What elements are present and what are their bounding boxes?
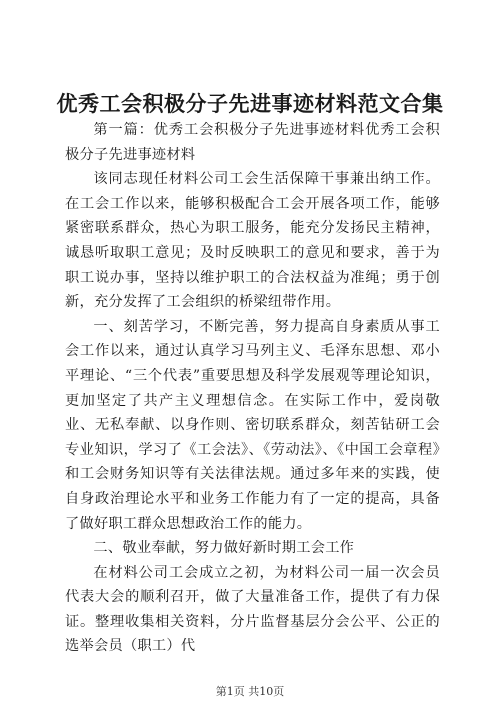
paragraph-intro: 该同志现任材料公司工会生活保障干事兼出纳工作。在工会工作以来，能够积极配合工会开展各项工作，能够紧密联系群众，热心为职工服务，能充分发扬民主精神，诚恳听取职工意见；及时反映职工的意见和要求，善于为职工说办事，坚持以维护职工的合法权益为准绳；勇于创新，充分发挥了工会组织的桥梁纽带作用。 bbox=[65, 171, 440, 311]
document-title: 优秀工会积极分子先进事迹材料范文合集 bbox=[56, 91, 444, 116]
paragraph-study: 一、刻苦学习，不断完善，努力提高自身素质从事工会工作以来，通过认真学习马列主义、毛泽东思想、邓小平理论、“三个代表”重要思想及科学发展观等理论知识，更加坚定了共产主义理想信念。在实际工作中，爱岗敬业、无私奉献、以身作则、密切联系群众，刻苦钻研工会专业知识，学习了《工会法》、《劳动法》、《中国工会章程》和工会财务知识等有关法律法规。通过多年来的实践，使自身政治理论水平和业务工作能力有了一定的提高，具备了做好职工群众思想政治工作的能力。 bbox=[65, 318, 440, 532]
paragraph-dedication: 在材料公司工会成立之初，为材料公司一届一次会员代表大会的顺利召开，做了大量准备工作，提供了有力保证。整理收集相关资料，分片监督基层分会公平、公正的选举会员（职工）代 bbox=[65, 564, 440, 655]
document-body bbox=[65, 118, 440, 659]
paragraph-section-heading: 第一篇：优秀工会积极分子先进事迹材料优秀工会积极分子先进事迹材料 bbox=[65, 122, 440, 163]
paragraph-dedication-heading: 二、敬业奉献，努力做好新时期工会工作 bbox=[93, 540, 355, 557]
page-footer: 第1页 共10页 bbox=[215, 685, 285, 698]
